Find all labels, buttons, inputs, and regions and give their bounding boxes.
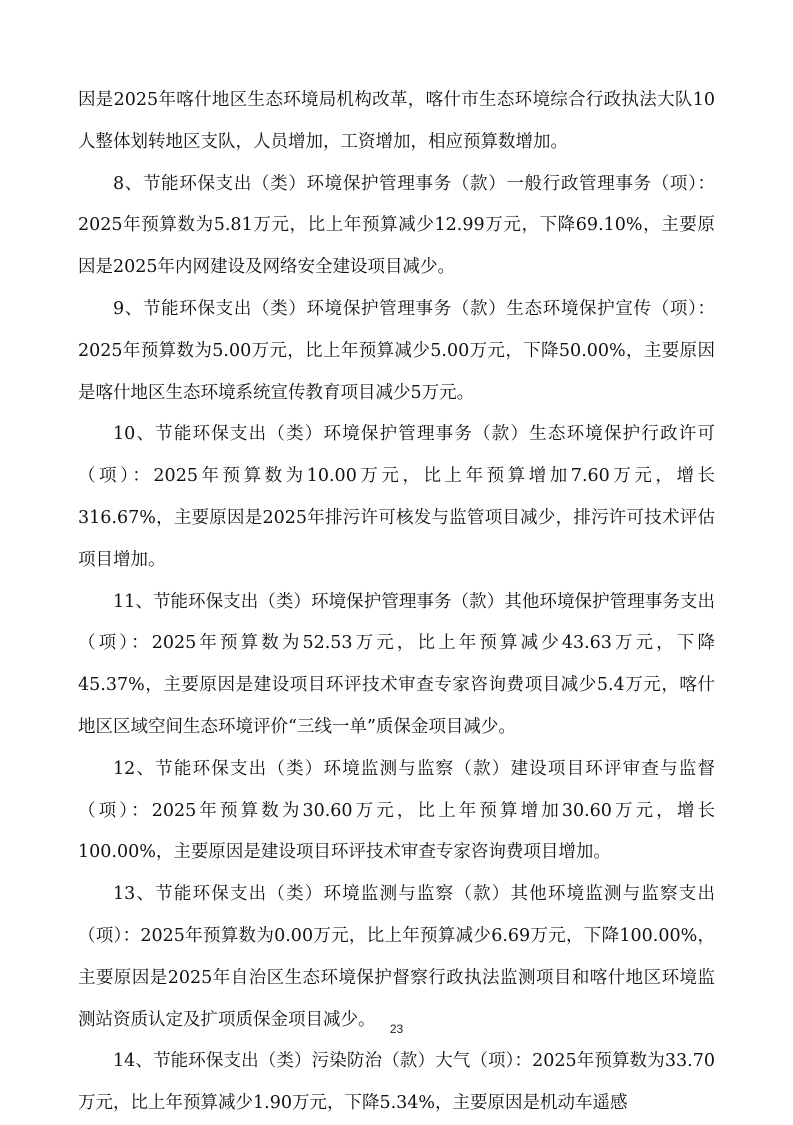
paragraph-continuation: 因是2025年喀什地区生态环境局机构改革，喀什市生态环境综合行政执法大队10人整体划转地区支队，人员增加，工资增加，相应预算数增加。 bbox=[78, 90, 715, 152]
paragraph-item-13: 13、节能环保支出（类）环境监测与监察（款）其他环境监测与监察支出（项）：2025年预算数为0.00万元，比上年预算减少6.69万元，下降100.00%，主要原因是2025年自治区生态环境保护督察行政执法监测项目和喀什地区环境监测站资质认定及扩项质保金项目减少。 bbox=[78, 884, 715, 1030]
page-number: 23 bbox=[389, 1022, 404, 1036]
paragraph-item-9: 9、节能环保支出（类）环境保护管理事务（款）生态环境保护宣传（项）：2025年预算数为5.00万元，比上年预算减少5.00万元，下降50.00%，主要原因是喀什地区生态环境系统宣传教育项目减少5万元。 bbox=[78, 298, 715, 403]
paragraph-item-11: 11、节能环保支出（类）环境保护管理事务（款）其他环境保护管理事务支出（项）：2025年预算数为52.53万元，比上年预算减少43.63万元，下降45.37%，主要原因是建设项目环评技术审查专家咨询费项目减少5.4万元，喀什地区区域空间生态环境评价“三线一单”质保金项目减少。 bbox=[78, 591, 715, 737]
paragraph-item-12: 12、节能环保支出（类）环境监测与监察（款）建设项目环评审查与监督（项）：2025年预算数为30.60万元，比上年预算增加30.60万元，增长100.00%，主要原因是建设项目环评技术审查专家咨询费项目增加。 bbox=[78, 758, 715, 863]
paragraph-item-14: 14、节能环保支出（类）污染防治（款）大气（项）：2025年预算数为33.70万元，比上年预算减少1.90万元，下降5.34%，主要原因是机动车遥感 bbox=[78, 1051, 715, 1114]
paragraph-item-10: 10、节能环保支出（类）环境保护管理事务（款）生态环境保护行政许可（项）：2025年预算数为10.00万元，比上年预算增加7.60万元，增长316.67%，主要原因是2025年排污许可核发与监管项目减少，排污许可技术评估项目增加。 bbox=[78, 424, 715, 570]
page-body bbox=[78, 80, 715, 1125]
paragraph-item-8: 8、节能环保支出（类）环境保护管理事务（款）一般行政管理事务（项）：2025年预算数为5.81万元，比上年预算减少12.99万元，下降69.10%，主要原因是2025年内网建设及网络安全建设项目减少。 bbox=[78, 173, 715, 278]
